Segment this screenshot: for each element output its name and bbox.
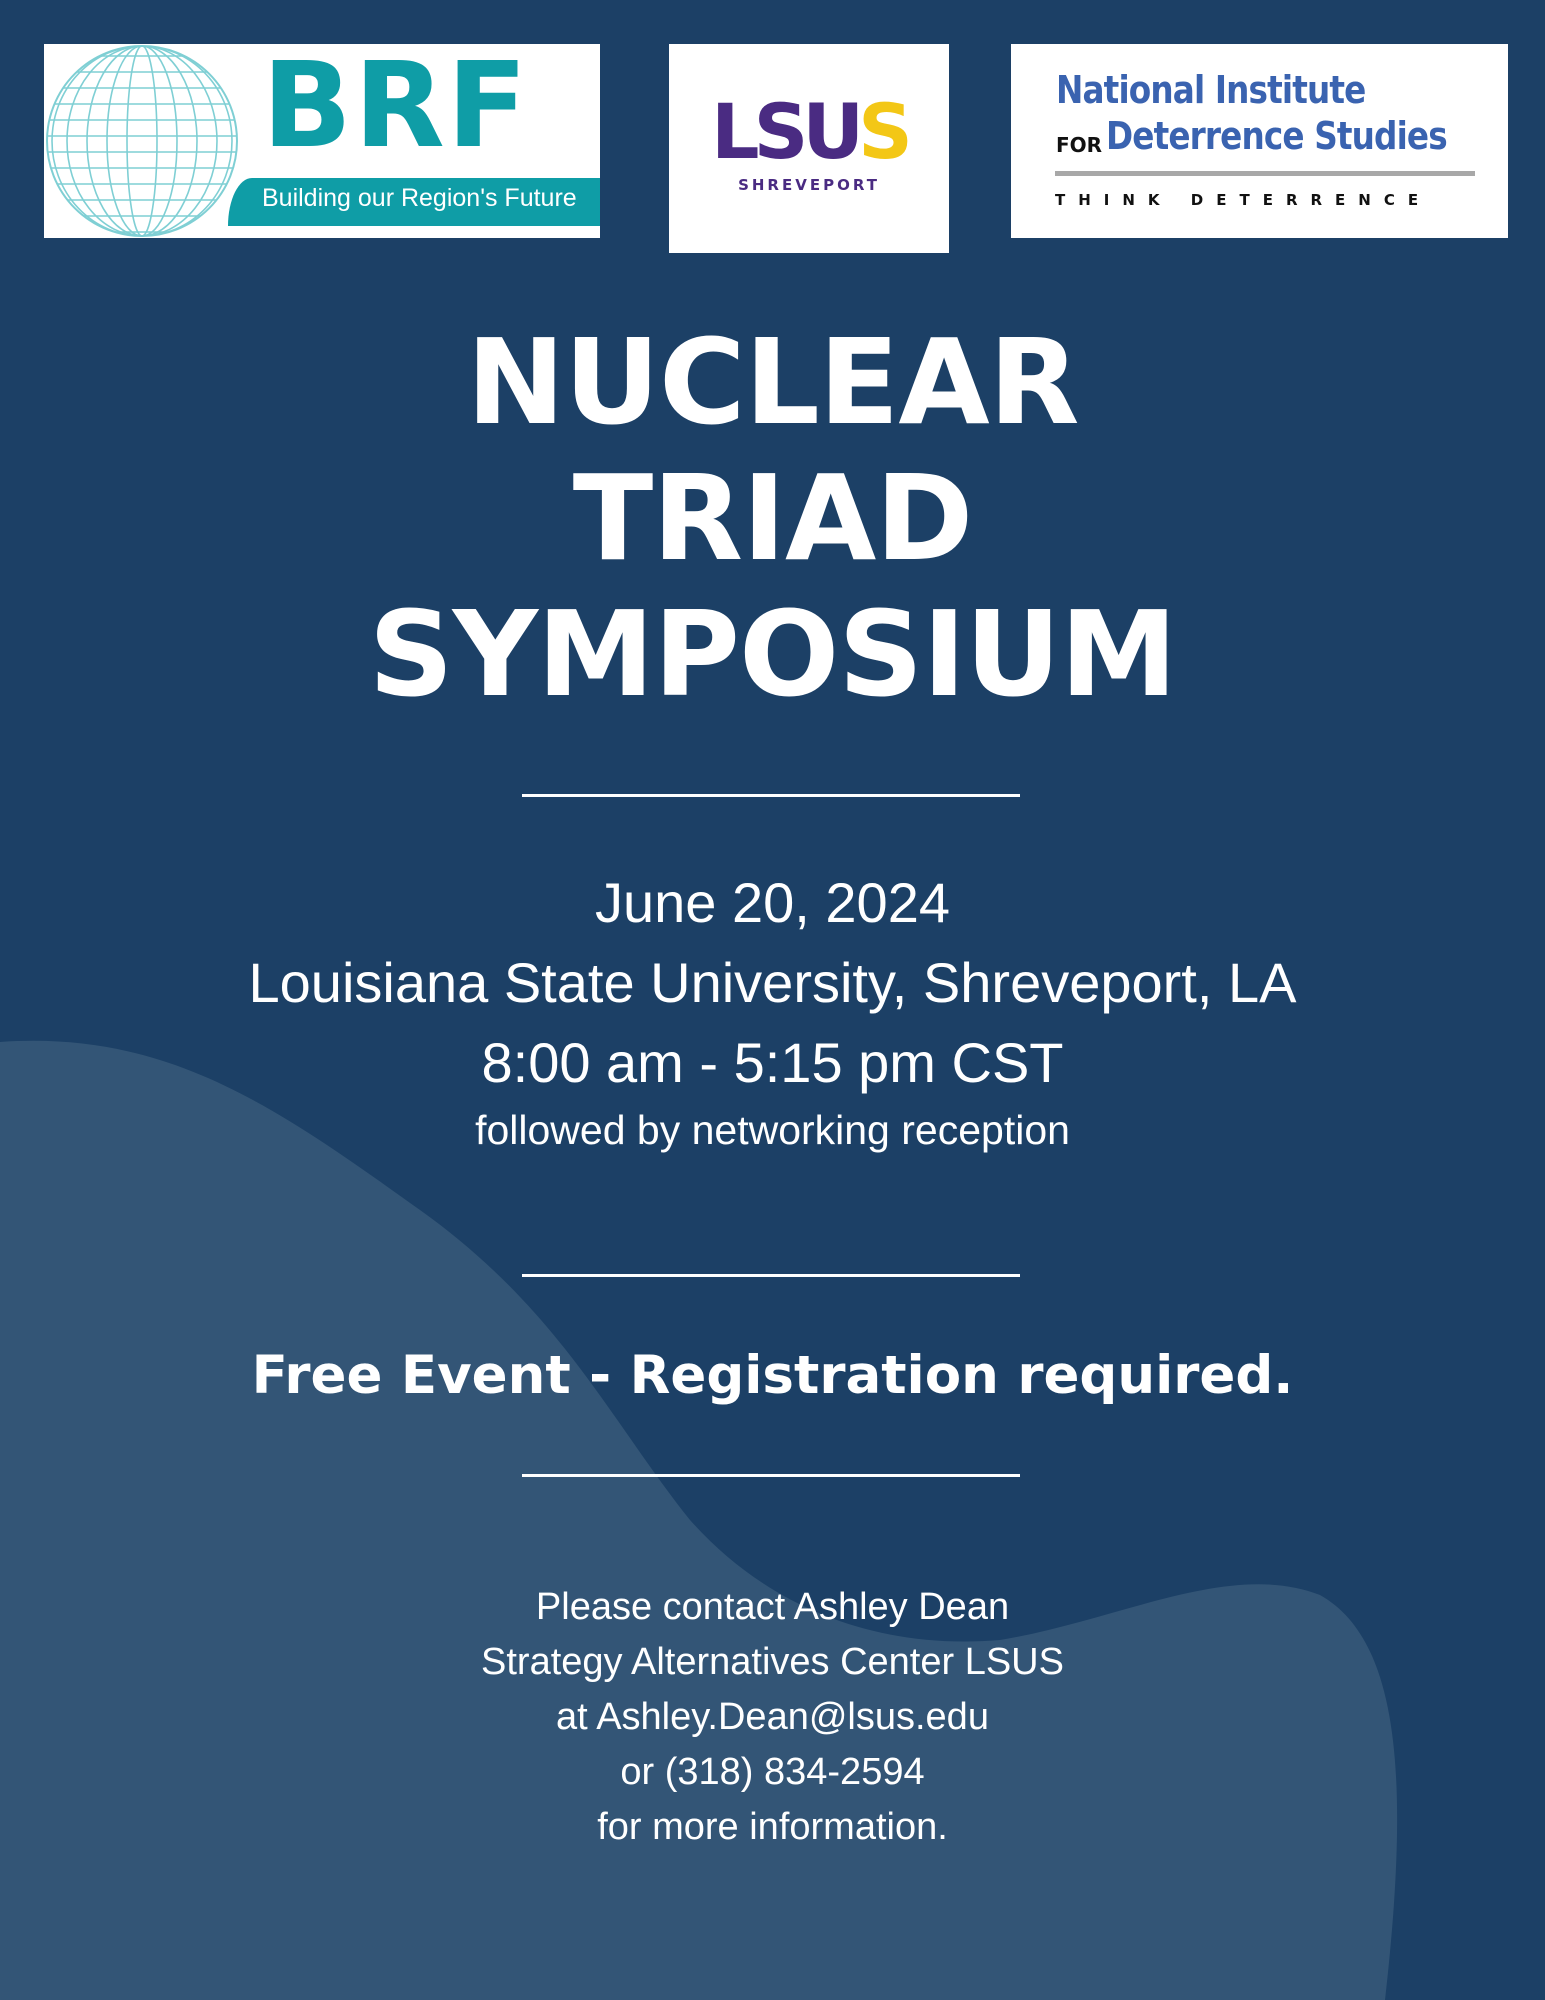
lsus-wordmark-a: LSU [711,87,859,176]
divider-2 [522,1274,1020,1277]
nids-for: FOR [1056,133,1103,157]
nids-line2: Deterrence Studies [1106,114,1447,158]
divider-3 [522,1474,1020,1477]
lsus-wordmark-b: S [858,87,907,176]
event-location: Louisiana State University, Shreveport, LA [248,951,1297,1014]
contact-line-2: Strategy Alternatives Center LSUS [481,1641,1064,1683]
lsus-subtitle: SHREVEPORT [738,176,880,194]
event-date: June 20, 2024 [595,871,950,934]
nids-logo [1011,44,1508,238]
title-line-3: SYMPOSIUM [368,585,1177,723]
lsus-logo [669,44,949,253]
lsus-wordmark [669,87,949,176]
contact-line-1: Please contact Ashley Dean [535,1586,1010,1628]
title-line-1: NUCLEAR [466,313,1079,451]
brf-tagline: Building our Region's Future [262,184,577,212]
nids-divider [1055,171,1475,176]
registration-notice: Free Event - Registration required. [251,1345,1294,1406]
event-time: 8:00 am - 5:15 pm CST [481,1031,1064,1094]
contact-phone: or (318) 834-2594 [620,1751,925,1793]
nids-line1: National Institute [1056,68,1366,112]
globe-icon [44,44,244,238]
nids-tagline: THINK DETERRENCE [1055,191,1432,209]
contact-email: at Ashley.Dean@lsus.edu [556,1696,989,1738]
divider-1 [522,794,1020,797]
brf-logo [44,44,600,238]
title-line-2: TRIAD [572,449,973,587]
brf-wordmark: BRF [262,44,530,174]
contact-line-5: for more information. [597,1806,948,1848]
event-note: followed by networking reception [475,1107,1070,1153]
